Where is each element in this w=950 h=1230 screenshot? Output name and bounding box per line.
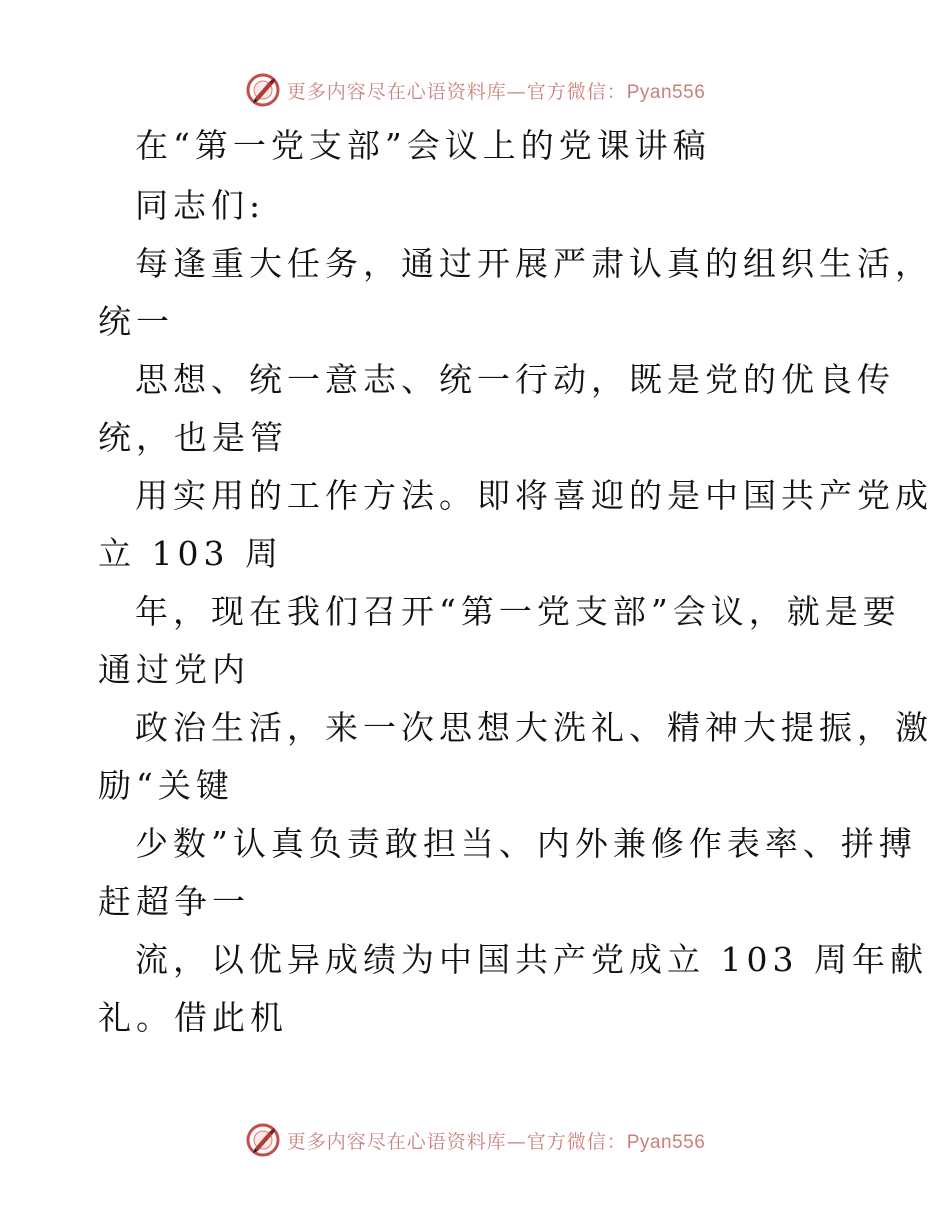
banner-dash: — [506,80,527,103]
paragraph-line: 立 103 周 [98,534,283,573]
banner-main-text: 更多内容尽在心语资料库 [286,80,507,103]
banner-text [287,77,706,104]
banner-text [287,1127,706,1154]
paragraph-line: 礼。借此机 [98,998,288,1037]
paragraph-line: 用实用的工作方法。即将喜迎的是中国共产党成 [135,476,933,515]
paragraph-line: 政治生活，来一次思想大洗礼、精神大提振，激 [135,708,933,747]
paragraph-line: 统一 [98,302,174,341]
paragraph-line: 通过党内 [98,650,250,689]
pen-logo-icon [245,1122,281,1158]
header-banner [0,68,950,112]
banner-wechat-id: Pyan556 [626,81,706,103]
paragraph-line: 年，现在我们召开“第一党支部”会议，就是要 [135,592,901,631]
paragraph-line: 每逢重大任务，通过开展严肃认真的组织生活， [135,244,933,283]
paragraph-line: 励“关键 [98,766,234,805]
footer-banner [0,1118,950,1162]
paragraph-line: 统，也是管 [98,418,288,457]
banner-dash: — [506,1130,527,1153]
paragraph-line: 流，以优异成绩为中国共产党成立 103 周年献 [135,940,928,979]
paragraph-line: 赶超争一 [98,882,250,921]
banner-wechat-id: Pyan556 [626,1131,706,1153]
banner-wechat-label: 官方微信： [526,1130,627,1153]
salutation: 同志们: [135,186,266,225]
paragraph-line: 少数”认真负责敢担当、内外兼修作表率、拼搏 [135,824,917,863]
document-title: 在“第一党支部”会议上的党课讲稿 [135,126,711,165]
banner-wechat-label: 官方微信： [526,80,627,103]
pen-logo-icon [245,72,281,108]
paragraph-line: 思想、统一意志、统一行动，既是党的优良传 [135,360,895,399]
banner-main-text: 更多内容尽在心语资料库 [286,1130,507,1153]
